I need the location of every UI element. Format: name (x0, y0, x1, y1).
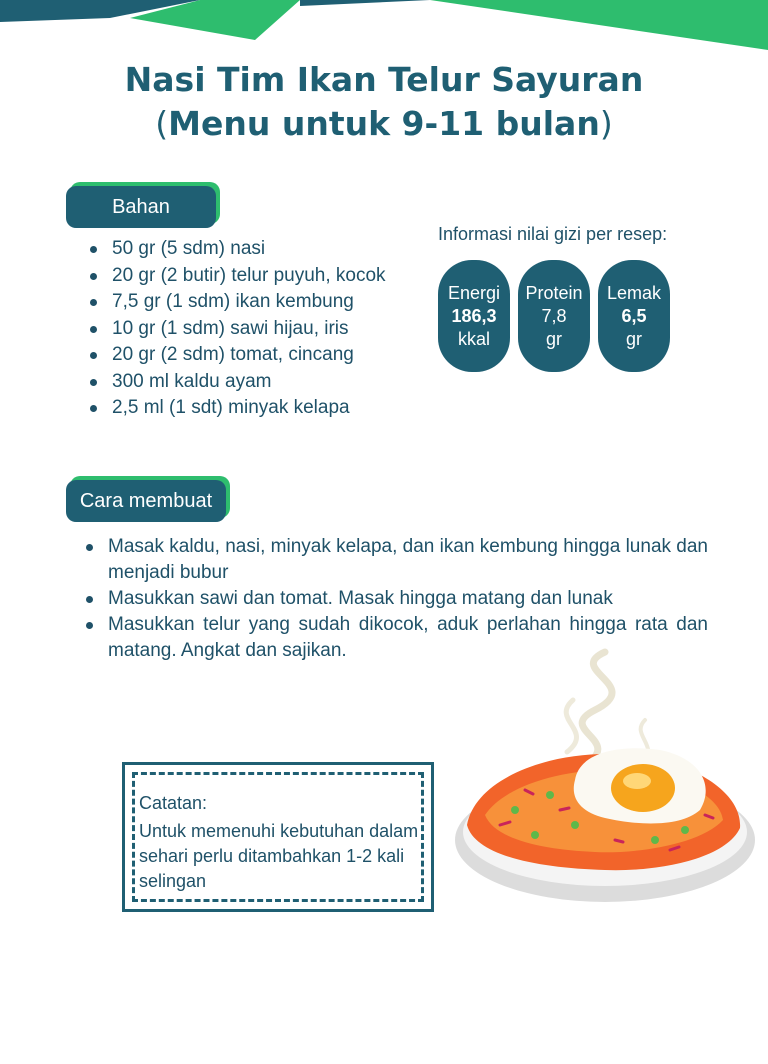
nutrition-label: Energi (447, 283, 501, 303)
nutrition-label: Lemak (606, 283, 662, 303)
list-item: 50 gr (5 sdm) nasi (90, 236, 430, 263)
list-item: Masak kaldu, nasi, minyak kelapa, dan ikan kembung hingga lunak dan menjadi bubur (86, 534, 708, 586)
title-open-paren: ( (155, 104, 169, 143)
list-item: 20 gr (2 sdm) tomat, cincang (90, 342, 430, 369)
ingredients-heading: Bahan (66, 186, 216, 228)
nutrition-label: Protein (525, 283, 583, 303)
note-box (122, 762, 434, 912)
page-title (0, 58, 768, 146)
nutrition-energy-card (438, 260, 510, 372)
list-item: 7,5 gr (1 sdm) ikan kembung (90, 289, 430, 316)
nutrition-unit: gr (625, 329, 642, 349)
method-heading: Cara membuat (66, 480, 226, 522)
nutrition-unit: gr (545, 329, 562, 349)
list-item: 2,5 ml (1 sdt) minyak kelapa (90, 395, 430, 422)
nutrition-heading: Informasi nilai gizi per resep: (438, 224, 668, 244)
nutrition-unit: kkal (457, 329, 490, 349)
title-close-paren: ) (599, 104, 613, 143)
nutrition-value: 186,3 (451, 306, 497, 326)
header-decoration (0, 0, 768, 60)
ingredients-list (90, 236, 430, 422)
list-item: Masukkan telur yang sudah dikocok, aduk perlahan hingga rata dan matang. Angkat dan sajikan. (86, 612, 708, 664)
nutrition-value: 7,8 (541, 306, 567, 326)
nutrition-value: 6,5 (621, 306, 647, 326)
note-title: Catatan: (139, 793, 208, 813)
list-item: 300 ml kaldu ayam (90, 369, 430, 396)
fried-rice-plate-illustration (455, 640, 755, 930)
title-line-1: Nasi Tim Ikan Telur Sayuran (124, 60, 644, 99)
nutrition-protein-card (518, 260, 590, 372)
title-subtitle: Menu untuk 9-11 bulan (168, 104, 600, 143)
title-line-2 (155, 104, 612, 143)
note-text: Untuk memenuhi kebutuhan dalam sehari perlu ditambahkan 1-2 kali selingan (139, 821, 419, 891)
nutrition-fat-card (598, 260, 670, 372)
list-item: 10 gr (1 sdm) sawi hijau, iris (90, 316, 430, 343)
list-item: 20 gr (2 butir) telur puyuh, kocok (90, 263, 430, 290)
list-item: Masukkan sawi dan tomat. Masak hingga matang dan lunak (86, 586, 708, 612)
